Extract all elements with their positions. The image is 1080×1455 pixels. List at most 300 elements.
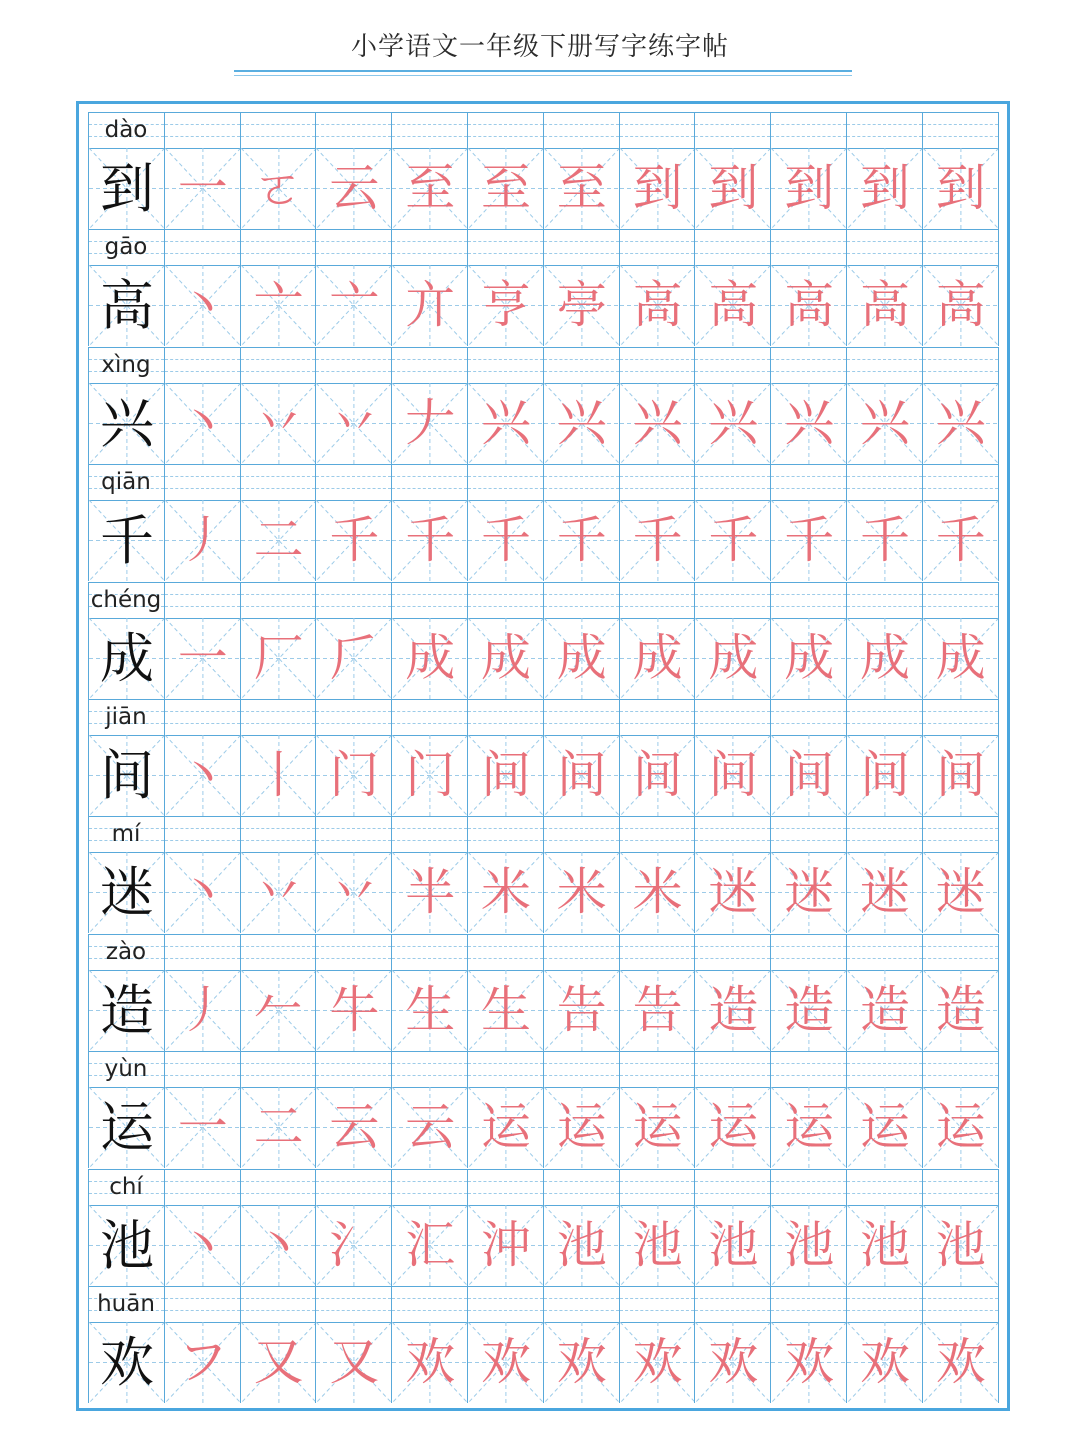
tracing-cell[interactable] [922,265,998,346]
tracing-cell[interactable] [694,1087,770,1168]
pinyin-cell[interactable] [922,464,998,500]
pinyin-cell[interactable] [770,229,846,265]
tracing-cell[interactable] [391,1205,467,1286]
guide-line [392,1181,467,1182]
guide-line [771,1063,846,1064]
pinyin-cell[interactable] [619,699,695,735]
pinyin-cell[interactable] [240,699,316,735]
tracing-cell[interactable] [543,383,619,464]
pinyin-cell[interactable] [846,582,922,618]
tracing-cell[interactable] [543,735,619,816]
tracing-cell[interactable] [846,500,922,581]
pinyin-cell[interactable] [619,229,695,265]
tracing-cell[interactable] [543,1205,619,1286]
tracing-cell[interactable] [315,852,391,933]
pinyin-cell[interactable] [315,1286,391,1322]
guide-line [316,371,391,372]
tracing-cell[interactable] [240,383,316,464]
tracing-cell[interactable] [240,618,316,699]
tracing-cell[interactable] [391,148,467,229]
tracing-cell[interactable] [240,1322,316,1403]
tracing-cell[interactable] [922,970,998,1051]
tracing-cell[interactable] [846,265,922,346]
tracing-cell[interactable] [543,1322,619,1403]
tracing-cell[interactable] [619,852,695,933]
pinyin-cell[interactable] [543,699,619,735]
tracing-cell[interactable] [543,852,619,933]
guide-line [620,253,695,254]
pinyin-cell[interactable] [770,1051,846,1087]
pinyin-cell[interactable] [770,699,846,735]
tracing-cell[interactable] [315,148,391,229]
tracing-cell[interactable] [694,852,770,933]
guide-line [468,1063,543,1064]
tracing-cell[interactable] [846,1087,922,1168]
pinyin-cell[interactable] [619,1051,695,1087]
tracing-cell[interactable] [467,1205,543,1286]
pinyin-cell[interactable] [467,347,543,383]
guide-line [923,1063,998,1064]
tracing-cell[interactable] [164,1322,240,1403]
pinyin-cell[interactable] [770,347,846,383]
tracing-cell[interactable] [770,383,846,464]
tracing-cell[interactable] [315,1322,391,1403]
tracing-cell[interactable] [164,500,240,581]
pinyin-cell[interactable] [922,1169,998,1205]
character-band [88,500,998,581]
pinyin-cell[interactable] [922,699,998,735]
pinyin-cell[interactable] [391,582,467,618]
tracing-cell[interactable] [922,383,998,464]
pinyin-cell[interactable] [619,347,695,383]
pinyin-cell[interactable] [467,699,543,735]
tracing-cell[interactable] [694,148,770,229]
pinyin-cell[interactable] [694,934,770,970]
tracing-cell[interactable] [467,970,543,1051]
tracing-cell[interactable] [694,383,770,464]
guide-line [847,840,922,841]
tracing-cell[interactable] [694,735,770,816]
tracing-cell[interactable] [770,618,846,699]
tracing-cell[interactable] [770,852,846,933]
pinyin-cell[interactable] [315,464,391,500]
stroke-step: 间 [935,746,986,804]
pinyin-cell[interactable] [543,816,619,852]
tracing-cell[interactable] [391,383,467,464]
guide-line [847,371,922,372]
practice-row [88,229,998,346]
tracing-cell[interactable] [543,148,619,229]
tracing-cell[interactable] [846,618,922,699]
tracing-cell[interactable] [770,1205,846,1286]
tracing-cell[interactable] [694,1205,770,1286]
guide-line [847,1181,922,1182]
tracing-cell[interactable] [922,852,998,933]
pinyin-cell[interactable] [391,934,467,970]
tracing-cell[interactable] [694,618,770,699]
tracing-cell[interactable] [922,618,998,699]
tracing-cell[interactable] [391,265,467,346]
tracing-cell[interactable] [315,618,391,699]
pinyin-cell[interactable] [922,347,998,383]
tracing-cell[interactable] [543,500,619,581]
tracing-cell[interactable] [922,1205,998,1286]
pinyin-cell[interactable] [315,934,391,970]
stroke-step: 运 [784,1098,835,1157]
model-character: 池 [100,1213,154,1277]
tracing-cell[interactable] [543,970,619,1051]
pinyin-cell[interactable] [164,1169,240,1205]
tracing-cell[interactable] [846,148,922,229]
tracing-cell[interactable] [467,618,543,699]
pinyin-cell[interactable] [240,347,316,383]
pinyin-cell[interactable] [846,1286,922,1322]
pinyin-cell[interactable] [846,934,922,970]
model-cell [88,500,164,581]
pinyin-cell[interactable] [922,582,998,618]
tracing-cell[interactable] [694,1322,770,1403]
pinyin-cell[interactable] [619,582,695,618]
pinyin-cell[interactable] [694,582,770,618]
tracing-cell[interactable] [391,500,467,581]
guide-line [165,1310,240,1311]
tracing-cell[interactable] [922,1087,998,1168]
tracing-cell[interactable] [164,265,240,346]
guide-line [392,241,467,242]
pinyin-cell[interactable] [315,816,391,852]
tracing-cell[interactable] [240,265,316,346]
guide-line [392,371,467,372]
pinyin-cell[interactable] [315,582,391,618]
pinyin-cell[interactable] [619,1169,695,1205]
tracing-cell[interactable] [543,1087,619,1168]
guide-line [847,1298,922,1299]
pinyin-cell[interactable] [922,229,998,265]
guide-line [695,828,770,829]
tracing-cell[interactable] [164,852,240,933]
tracing-cell[interactable] [240,500,316,581]
pinyin-cell[interactable] [164,1286,240,1322]
pinyin-cell[interactable] [770,112,846,148]
pinyin-cell[interactable] [694,112,770,148]
tracing-cell[interactable] [619,618,695,699]
guide-line [847,828,922,829]
tracing-cell[interactable] [467,265,543,346]
pinyin-cell[interactable] [922,112,998,148]
stroke-step: 生 [405,980,456,1039]
guide-line [695,359,770,360]
pinyin-cell[interactable] [467,582,543,618]
tracing-cell[interactable] [922,1322,998,1403]
pinyin-cell[interactable] [846,699,922,735]
guide-line [165,606,240,607]
pinyin-band [88,1051,998,1087]
pinyin-cell[interactable] [467,816,543,852]
tracing-cell[interactable] [164,618,240,699]
tracing-cell[interactable] [846,852,922,933]
tracing-cell[interactable] [391,618,467,699]
guide-line [392,946,467,947]
pinyin-cell[interactable] [846,464,922,500]
tracing-cell[interactable] [164,383,240,464]
tracing-cell[interactable] [391,1322,467,1403]
pinyin-cell[interactable] [922,1286,998,1322]
guide-line [165,359,240,360]
tracing-cell[interactable] [467,852,543,933]
tracing-cell[interactable] [619,265,695,346]
tracing-cell[interactable] [619,1087,695,1168]
stroke-step: 造 [708,980,759,1039]
tracing-cell[interactable] [391,970,467,1051]
tracing-cell[interactable] [164,970,240,1051]
tracing-cell[interactable] [240,735,316,816]
pinyin-cell[interactable] [315,699,391,735]
tracing-cell[interactable] [770,1087,846,1168]
tracing-cell[interactable] [467,148,543,229]
pinyin-cell[interactable] [240,1169,316,1205]
pinyin-cell[interactable] [619,1286,695,1322]
tracing-cell[interactable] [770,970,846,1051]
tracing-cell[interactable] [164,735,240,816]
tracing-cell[interactable] [846,383,922,464]
pinyin-cell[interactable] [240,229,316,265]
pinyin-cell[interactable] [694,1169,770,1205]
tracing-cell[interactable] [391,852,467,933]
guide-line [468,594,543,595]
guide-line [392,840,467,841]
tracing-cell[interactable] [922,148,998,229]
guide-line [468,840,543,841]
pinyin-cell[interactable] [467,1169,543,1205]
tracing-cell[interactable] [467,735,543,816]
pinyin-cell[interactable] [543,112,619,148]
pinyin-cell[interactable] [694,464,770,500]
pinyin-cell[interactable] [922,1051,998,1087]
pinyin-cell[interactable] [467,229,543,265]
guide-line [544,253,619,254]
tracing-cell[interactable] [922,735,998,816]
pinyin-cell[interactable] [619,816,695,852]
pinyin-cell[interactable] [391,229,467,265]
pinyin-cell[interactable] [694,229,770,265]
pinyin-cell[interactable] [391,464,467,500]
pinyin-cell[interactable] [467,934,543,970]
character-band [88,1322,998,1403]
guide-line [165,946,240,947]
pinyin-cell[interactable] [543,229,619,265]
pinyin-cell[interactable] [619,464,695,500]
pinyin-cell[interactable] [164,347,240,383]
tracing-cell[interactable] [694,500,770,581]
tracing-cell[interactable] [467,1087,543,1168]
tracing-cell[interactable] [770,1322,846,1403]
tracing-cell[interactable] [391,735,467,816]
pinyin-cell[interactable] [770,934,846,970]
pinyin-cell[interactable] [240,1286,316,1322]
tracing-cell[interactable] [770,148,846,229]
tracing-cell[interactable] [315,500,391,581]
tracing-cell[interactable] [846,1322,922,1403]
tracing-cell[interactable] [467,383,543,464]
pinyin-cell[interactable] [922,934,998,970]
tracing-cell[interactable] [240,1205,316,1286]
pinyin-cell[interactable] [846,1169,922,1205]
pinyin-cell[interactable] [164,582,240,618]
tracing-cell[interactable] [315,970,391,1051]
pinyin-cell[interactable] [164,1051,240,1087]
tracing-cell[interactable] [770,265,846,346]
stroke-step: 千 [708,511,759,570]
stroke-step: 成 [860,628,910,687]
guide-line [695,958,770,959]
pinyin-cell[interactable] [315,112,391,148]
guide-line [544,828,619,829]
pinyin-cell[interactable] [240,934,316,970]
pinyin-cell[interactable] [694,1286,770,1322]
pinyin-cell[interactable] [391,347,467,383]
stroke-step: 告 [632,980,683,1039]
tracing-cell[interactable] [315,383,391,464]
pinyin-cell[interactable] [164,816,240,852]
pinyin-cell[interactable] [315,347,391,383]
tracing-cell[interactable] [315,265,391,346]
tracing-cell[interactable] [922,500,998,581]
pinyin-cell[interactable] [619,112,695,148]
pinyin-cell[interactable] [846,229,922,265]
pinyin-cell[interactable] [543,934,619,970]
pinyin-cell[interactable] [467,112,543,148]
pinyin-label: yùn [104,1056,148,1083]
tracing-cell[interactable] [240,970,316,1051]
tracing-cell[interactable] [619,970,695,1051]
tracing-cell[interactable] [694,970,770,1051]
stroke-step: 欢 [935,1333,986,1391]
pinyin-cell[interactable] [315,1169,391,1205]
pinyin-cell[interactable] [164,699,240,735]
pinyin-cell[interactable] [694,1051,770,1087]
guide-line [695,476,770,477]
tracing-cell[interactable] [543,265,619,346]
guide-line [241,124,316,125]
stroke-step: 迷 [784,863,835,922]
tracing-cell[interactable] [846,1205,922,1286]
tracing-cell[interactable] [467,1322,543,1403]
tracing-cell[interactable] [240,148,316,229]
pinyin-cell[interactable] [543,1169,619,1205]
pinyin-cell[interactable] [770,582,846,618]
tracing-cell[interactable] [619,383,695,464]
pinyin-cell[interactable] [543,582,619,618]
stroke-step: 至 [481,159,531,217]
stroke-step: 成 [405,628,456,687]
tracing-cell[interactable] [846,970,922,1051]
tracing-cell[interactable] [240,1087,316,1168]
pinyin-cell[interactable] [467,1286,543,1322]
pinyin-cell[interactable] [240,1051,316,1087]
pinyin-cell[interactable] [694,347,770,383]
pinyin-cell[interactable] [543,1051,619,1087]
guide-line [771,136,846,137]
pinyin-cell[interactable] [391,1169,467,1205]
stroke-step: 告 [556,980,607,1039]
tracing-cell[interactable] [619,1322,695,1403]
tracing-cell[interactable] [770,500,846,581]
pinyin-cell[interactable] [164,464,240,500]
guide-line [392,359,467,360]
pinyin-cell[interactable] [922,816,998,852]
tracing-cell[interactable] [391,1087,467,1168]
stroke-step: 云 [329,1098,380,1157]
pinyin-cell[interactable] [240,816,316,852]
tracing-cell[interactable] [164,1087,240,1168]
tracing-cell[interactable] [240,852,316,933]
pinyin-cell[interactable] [770,1286,846,1322]
tracing-cell[interactable] [619,500,695,581]
pinyin-cell[interactable] [240,464,316,500]
tracing-cell[interactable] [164,1205,240,1286]
tracing-cell[interactable] [315,1205,391,1286]
tracing-cell[interactable] [770,735,846,816]
pinyin-cell[interactable] [315,229,391,265]
guide-line [923,241,998,242]
pinyin-cell[interactable] [619,934,695,970]
pinyin-cell[interactable] [164,112,240,148]
pinyin-cell[interactable] [543,464,619,500]
guide-line [392,606,467,607]
pinyin-cell[interactable] [391,1051,467,1087]
guide-line [695,1075,770,1076]
pinyin-cell[interactable] [391,699,467,735]
tracing-cell[interactable] [164,148,240,229]
pinyin-cell[interactable] [770,1169,846,1205]
practice-row [88,464,998,581]
tracing-cell[interactable] [619,148,695,229]
tracing-cell[interactable] [315,735,391,816]
guide-line [316,1075,391,1076]
tracing-cell[interactable] [619,1205,695,1286]
pinyin-cell[interactable] [846,1051,922,1087]
pinyin-cell[interactable] [770,464,846,500]
pinyin-cell[interactable] [240,582,316,618]
tracing-cell[interactable] [694,265,770,346]
pinyin-cell[interactable] [391,1286,467,1322]
pinyin-cell[interactable] [846,816,922,852]
tracing-cell[interactable] [467,500,543,581]
pinyin-cell[interactable] [694,699,770,735]
pinyin-cell[interactable] [694,816,770,852]
pinyin-cell[interactable] [315,1051,391,1087]
pinyin-cell[interactable] [543,347,619,383]
tracing-cell[interactable] [315,1087,391,1168]
pinyin-cell[interactable] [770,816,846,852]
pinyin-cell[interactable] [467,464,543,500]
tracing-cell[interactable] [846,735,922,816]
pinyin-cell[interactable] [391,816,467,852]
guide-line [620,371,695,372]
pinyin-cell[interactable] [164,934,240,970]
pinyin-cell[interactable] [391,112,467,148]
pinyin-cell[interactable] [240,112,316,148]
tracing-cell[interactable] [543,618,619,699]
tracing-cell[interactable] [619,735,695,816]
pinyin-cell[interactable] [164,229,240,265]
pinyin-label: chéng [90,586,162,613]
pinyin-cell[interactable] [467,1051,543,1087]
stroke-step: 运 [481,1098,531,1157]
pinyin-cell[interactable] [846,347,922,383]
pinyin-cell[interactable] [543,1286,619,1322]
pinyin-cell[interactable] [846,112,922,148]
